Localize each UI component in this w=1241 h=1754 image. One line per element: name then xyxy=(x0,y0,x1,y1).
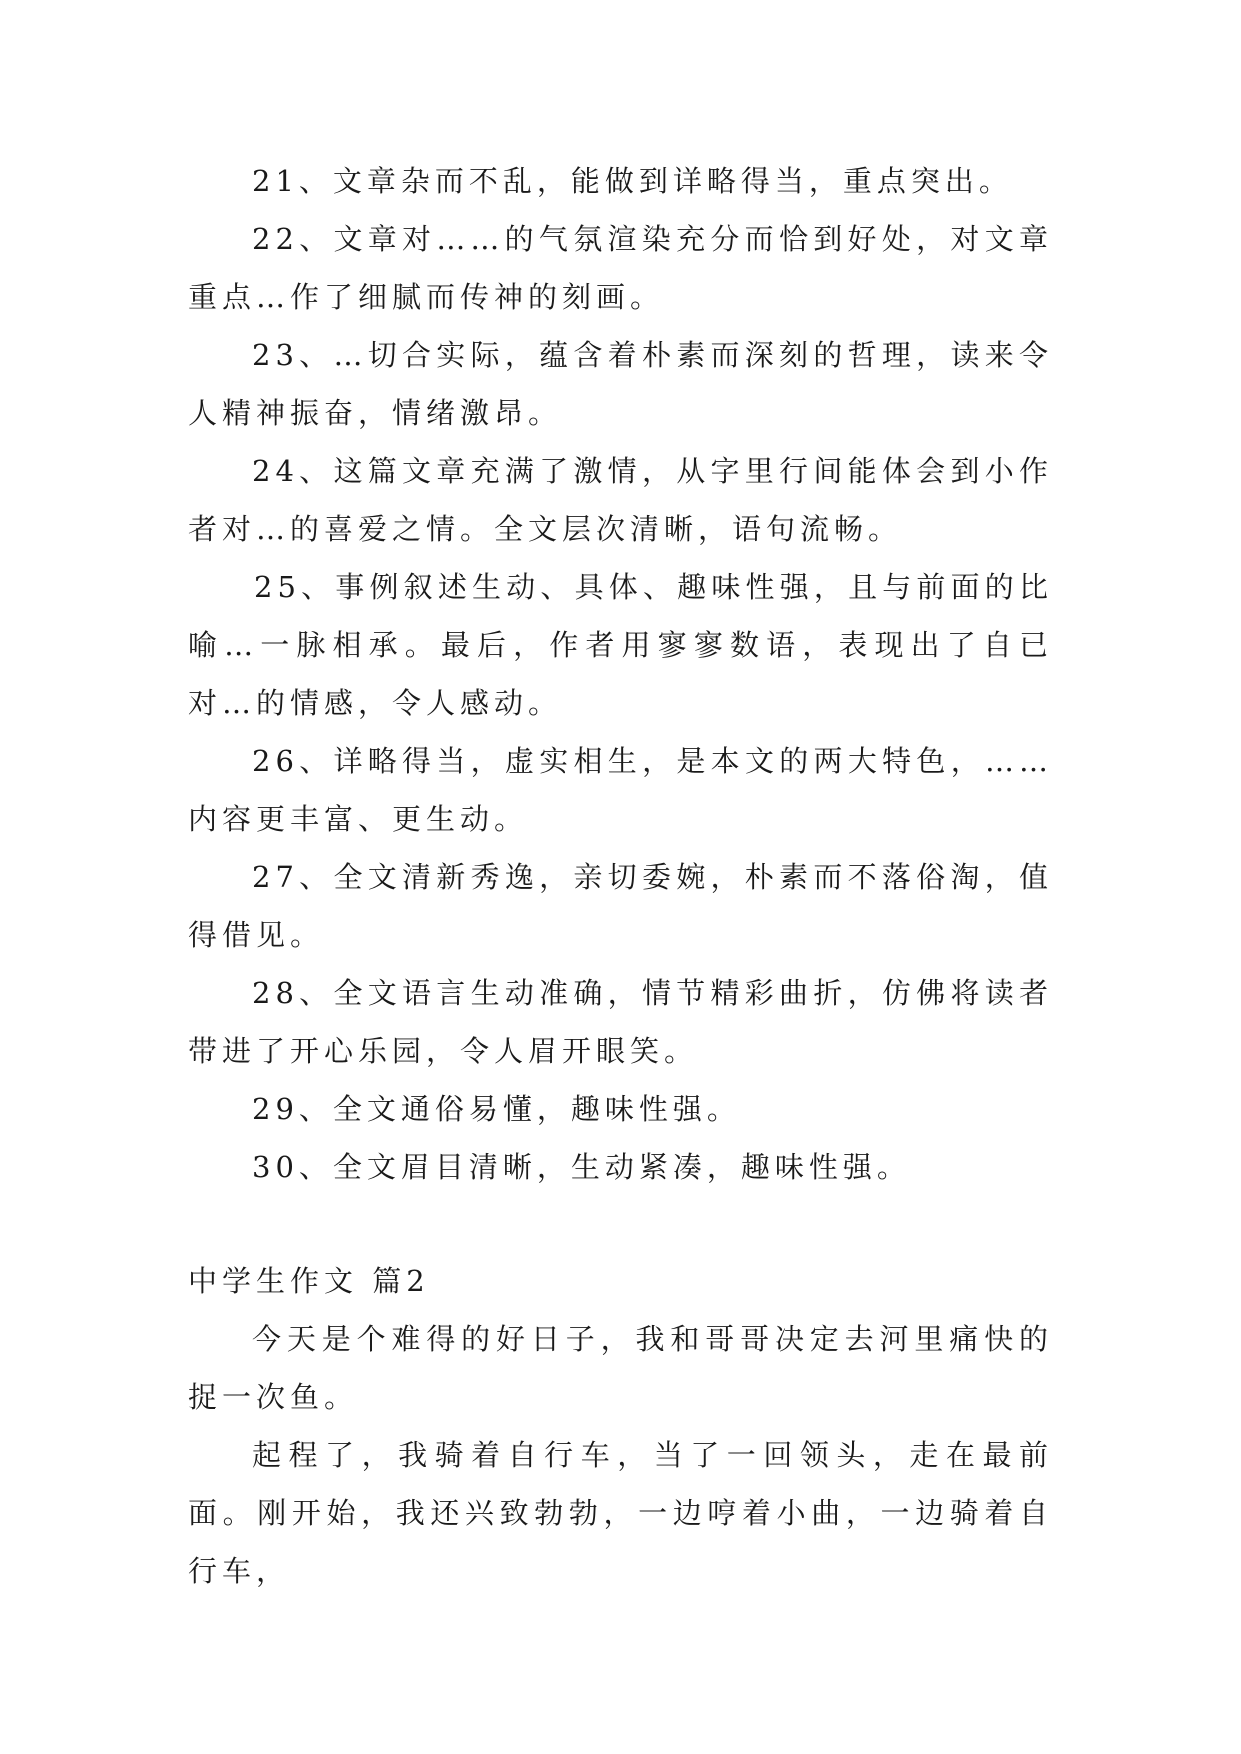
comment-item-27: 27、全文清新秀逸，亲切委婉，朴素而不落俗淘，值得借见。 xyxy=(188,860,1053,952)
comment-item-23: 23、…切合实际，蕴含着朴素而深刻的哲理，读来令人精神振奋，情绪激昂。 xyxy=(188,338,1053,430)
section-heading: 中学生作文 篇2 xyxy=(188,1264,430,1298)
comment-item-28: 28、全文语言生动准确，情节精彩曲折，仿佛将读者带进了开心乐园，令人眉开眼笑。 xyxy=(188,976,1053,1068)
comment-item-30: 30、全文眉目清晰，生动紧凑，趣味性强。 xyxy=(252,1150,911,1184)
comment-item-21: 21、文章杂而不乱，能做到详略得当，重点突出。 xyxy=(252,164,1013,198)
comment-item-22: 22、文章对……的气氛渲染充分而恰到好处，对文章重点…作了细腻而传神的刻画。 xyxy=(188,222,1053,314)
comment-item-26: 26、详略得当，虚实相生，是本文的两大特色，……内容更丰富、更生动。 xyxy=(188,744,1053,836)
document-page xyxy=(188,152,1053,1600)
essay-paragraph: 起程了，我骑着自行车，当了一回领头，走在最前面。刚开始，我还兴致勃勃，一边哼着小曲，一边骑着自行车， xyxy=(188,1438,1053,1588)
comment-item-24: 24、这篇文章充满了激情，从字里行间能体会到小作者对…的喜爱之情。全文层次清晰，语句流畅。 xyxy=(188,454,1053,546)
comment-item-29: 29、全文通俗易懂，趣味性强。 xyxy=(252,1092,741,1126)
comment-item-25: 25、事例叙述生动、具体、趣味性强，且与前面的比喻…一脉相承。最后，作者用寥寥数语，表现出了自已对…的情感，令人感动。 xyxy=(188,570,1053,720)
essay-paragraph: 今天是个难得的好日子，我和哥哥决定去河里痛快的捉一次鱼。 xyxy=(188,1322,1053,1414)
